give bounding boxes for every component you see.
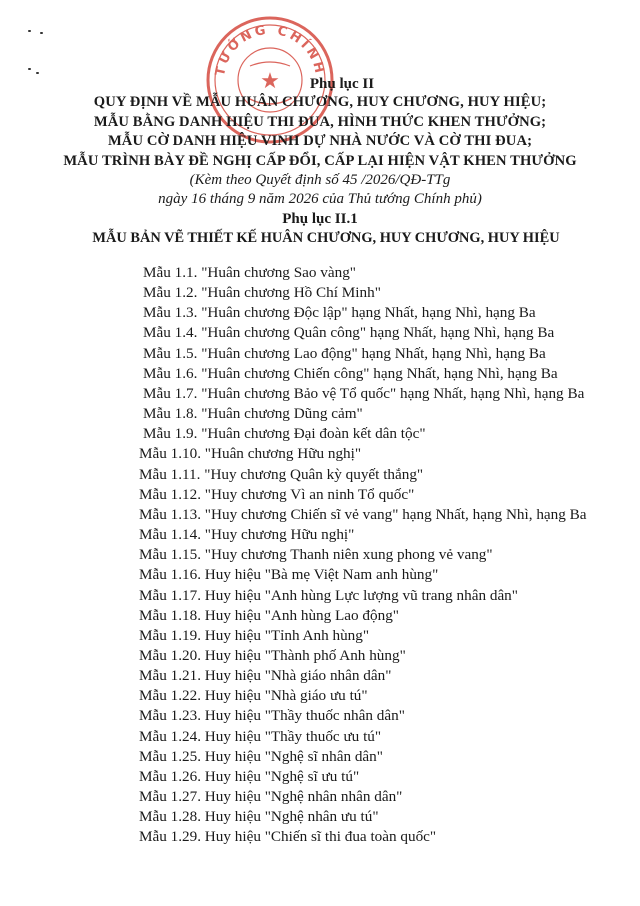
list-item: Mẫu 1.2. "Huân chương Hồ Chí Minh"	[143, 284, 381, 302]
title-line-1: QUY ĐỊNH VỀ MẪU HUÂN CHƯƠNG, HUY CHƯƠNG, HUY HIỆU;	[93, 94, 547, 110]
list-item: Mẫu 1.16. Huy hiệu "Bà mẹ Việt Nam anh hùng"	[139, 566, 439, 584]
list-item: Mẫu 1.5. "Huân chương Lao động" hạng Nhất, hạng Nhì, hạng Ba	[143, 344, 546, 362]
title-line-2: MẪU BẰNG DANH HIỆU THI ĐUA, HÌNH THỨC KHEN THƯỞNG;	[93, 113, 547, 130]
list-item: Mẫu 1.26. Huy hiệu "Nghệ sĩ ưu tú"	[139, 767, 360, 785]
section-label: Phụ lục II.1	[282, 211, 358, 227]
list-item: Mẫu 1.22. Huy hiệu "Nhà giáo ưu tú"	[139, 687, 368, 705]
list-item: Mẫu 1.12. "Huy chương Vì an ninh Tổ quốc"	[139, 485, 415, 503]
decision-date-line: ngày 16 tháng 9 năm 2026 của Thủ tướng Chính phủ)	[158, 191, 482, 207]
list-item: Mẫu 1.25. Huy hiệu "Nghệ sĩ nhân dân"	[139, 747, 383, 765]
list-item: Mẫu 1.8. "Huân chương Dũng cảm"	[143, 405, 363, 423]
list-item: Mẫu 1.14. "Huy chương Hữu nghị"	[139, 526, 355, 544]
list-item: Mẫu 1.24. Huy hiệu "Thầy thuốc ưu tú"	[139, 727, 382, 745]
list-item: Mẫu 1.10. "Huân chương Hữu nghị"	[139, 445, 362, 463]
title-line-3: MẪU CỜ DANH HIỆU VINH DỰ NHÀ NƯỚC VÀ CỜ THI ĐUA;	[107, 133, 533, 149]
list-item: Mẫu 1.7. "Huân chương Bảo vệ Tổ quốc" hạng Nhất, hạng Nhì, hạng Ba	[143, 384, 585, 402]
list-item: Mẫu 1.3. "Huân chương Độc lập" hạng Nhất, hạng Nhì, hạng Ba	[143, 304, 536, 322]
list-item: Mẫu 1.15. "Huy chương Thanh niên xung phong vẻ vang"	[139, 546, 493, 564]
list-item: Mẫu 1.28. Huy hiệu "Nghệ nhân ưu tú"	[139, 808, 379, 826]
svg-text:TƯỚNG CHÍNH: TƯỚNG CHÍNH	[212, 22, 328, 78]
sample-list	[139, 263, 587, 848]
section-header	[0, 210, 640, 248]
list-item: Mẫu 1.29. Huy hiệu "Chiến sĩ thi đua toàn quốc"	[139, 828, 437, 846]
list-item: Mẫu 1.23. Huy hiệu "Thầy thuốc nhân dân"	[139, 707, 405, 725]
list-item: Mẫu 1.17. Huy hiệu "Anh hùng Lực lượng vũ trang nhân dân"	[139, 586, 518, 604]
list-item: Mẫu 1.11. "Huy chương Quân kỳ quyết thắng"	[139, 465, 424, 483]
title-line-4: MẪU TRÌNH BÀY ĐỀ NGHỊ CẤP ĐỔI, CẤP LẠI HIỆN VẬT KHEN THƯỞNG	[63, 152, 577, 169]
svg-text:★: ★	[260, 69, 280, 94]
list-item: Mẫu 1.9. "Huân chương Đại đoàn kết dân tộc"	[143, 425, 426, 443]
list-item: Mẫu 1.27. Huy hiệu "Nghệ nhân nhân dân"	[139, 788, 403, 806]
document-header	[0, 76, 640, 209]
list-item: Mẫu 1.19. Huy hiệu "Tỉnh Anh hùng"	[139, 626, 370, 644]
list-item: Mẫu 1.6. "Huân chương Chiến công" hạng Nhất, hạng Nhì, hạng Ba	[143, 364, 558, 382]
list-item: Mẫu 1.1. "Huân chương Sao vàng"	[143, 264, 356, 281]
list-item: Mẫu 1.4. "Huân chương Quân công" hạng Nhất, hạng Nhì, hạng Ba	[143, 324, 555, 342]
list-item: Mẫu 1.21. Huy hiệu "Nhà giáo nhân dân"	[139, 667, 392, 685]
list-item: Mẫu 1.13. "Huy chương Chiến sĩ vẻ vang" hạng Nhất, hạng Nhì, hạng Ba	[139, 505, 587, 523]
list-item: Mẫu 1.20. Huy hiệu "Thành phố Anh hùng"	[139, 646, 406, 664]
attached-decision-line: (Kèm theo Quyết định số 45 /2026/QĐ-TTg	[189, 172, 451, 188]
appendix-label: Phụ lục II	[309, 76, 375, 92]
section-heading: MẪU BẢN VẼ THIẾT KẾ HUÂN CHƯƠNG, HUY CHƯƠNG, HUY HIỆU	[92, 230, 560, 246]
list-item: Mẫu 1.18. Huy hiệu "Anh hùng Lao động"	[139, 606, 400, 624]
